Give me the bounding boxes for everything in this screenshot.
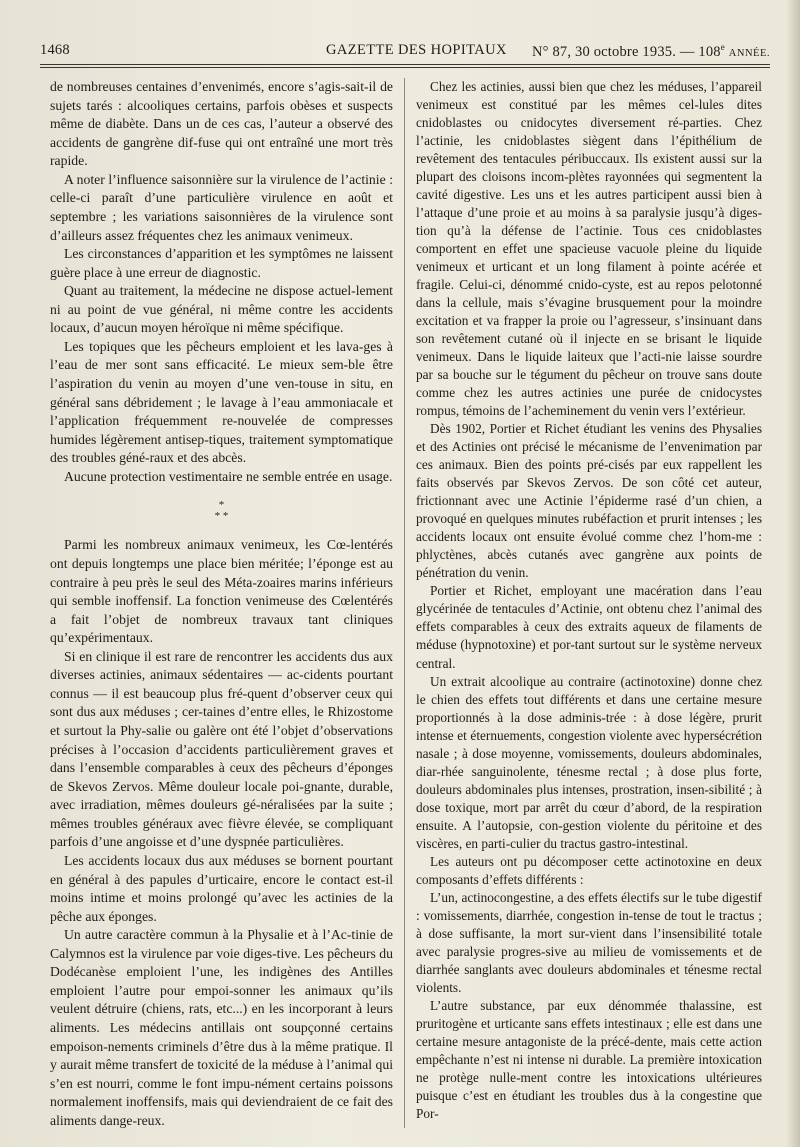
paragraph: Quant au traitement, la médecine ne dispose actuel-lement ni au point de vue général, ni même contre les accidents locaux, d’aucun moyen héroïque ni même spécifique. [50,283,393,336]
paragraph: Dès 1902, Portier et Richet étudiant les venins des Physalies et des Actinies ont précisé le mécanisme de l’envenimation par ces animaux. Bien des points pré-cisés par eux rappellent les faits observés par Skevos Zervos. De son côté cet auteur, frictionnant avec une Actinie l’épiderme rasé d’un chien, a provoqué en quelques minutes rubéfaction et prurit intenses ; les accidents locaux ont ensuite évolué comme chez l’hom-me : phlyctènes, abcès cutanés avec gangrène aux points de pénétration du venin. [416,421,762,581]
paragraph: Un extrait alcoolique au contraire (actinotoxine) donne chez le chien des effets tout différents et dans une certaine mesure proportionnés à la dose adminis-trée : à dose légère, prurit intense et éternuements, congestion violente avec hypersécrétion nasale ; à dose moyenne, vomissements, douleurs abdominales, diar-rhée sanguinolente, ténesme rectal ; à dose plus forte, douleurs abdominales plus intenses, prostration, insen-sibilité ; à dose toxique, mort par arrêt du cœur d’abord, de la respiration ensuite. A l’autopsie, con-gestion violente du péritoine et des viscères, en parti-culier du tractus gastro-intestinal. [416,673,762,851]
page-number: 1468 [40,42,70,58]
page-edge-shadow [786,0,800,1147]
issue-info [532,42,770,61]
paragraph: L’autre substance, par eux dénommée thalassine, est pruritogène et urticante sans effets intestinaux ; elle est dans une certaine mesure antagoniste de la précé-dente, mais cette action empêchante n’est ni intense ni durable. La première intoxication ne protège nulle-ment contre les intoxications ultérieures puisque c’est en étudiant les troubles dus à la congestine que Por- [416,997,762,1121]
paragraph: Les auteurs ont pu décomposer cette actinotoxine en deux composants d’effets différents : [416,853,762,887]
paragraph: Un autre caractère commun à la Physalie et à l’Ac-tinie de Calymnos est la virulence par voie diges-tive. Les pêcheurs du Dodécanèse emploient l’une, les indigènes des Antilles emploient l’autre pour empoi-sonner les animaux qu’ils veulent détruire (chiens, rats, etc...) en les incorporant à leurs aliments. Les médecins antillais ont soupçonné certains empoison-nements criminels d’être dus à la même pratique. Il y aurait même transfert de toxicité de la méduse à l’animal qui s’en est nourri, comme le font impu-nément certains poissons normalement inoffensifs, mais qui deviendraient de ce fait des aliments dange-reux. [50,927,393,1128]
paragraph: de nombreuses centaines d’envenimés, encore s’agis-sait-il de sujets tarés : alcooliques certains, parfois obèses et suspects même de diabète. Dans un de ces cas, l’auteur a observé des accidents de gangrène dif-fuse qui ont entraîné une mort très rapide. [50,79,393,169]
running-header [40,36,770,62]
paragraph: A noter l’influence saisonnière sur la virulence de l’actinie : celle-ci paraît d’une particulière virulence en août et septembre ; les variations saisonnières de la virulence sont d’ailleurs assez fréquentes chez les animaux venimeux. [50,171,393,243]
asterism-top: * [218,499,225,512]
journal-title: GAZETTE DES HOPITAUX [326,42,507,58]
header-rule-top [40,64,770,65]
paragraph: Les topiques que les pêcheurs emploient et les lava-ges à l’eau de mer sont sans efficacité. Le mieux sem-ble être l’aspiration du venin au moyen d’une ven-touse in situ, en général sans débridement ; le lavage à l’eau ammoniacale et l’application fréquemment re-nouvelée de compresses humides légèrement antisep-tiques, traitement symptomatique des troubles géné-raux et des abcès. [50,338,393,466]
paragraph: Les accidents locaux dus aux méduses se bornent pourtant en général à des papules d’urticaire, encore le contact est-il moins intime et moins prolongé qu’avec les actinies de la pêche aux éponges. [50,852,393,924]
paragraph: Parmi les nombreux animaux venimeux, les Cœ-lentérés ont depuis longtemps une place bien méritée; l’éponge est au contraire à peu près le seul des Méta-zoaires marins inférieurs qui semble inoffensif. La fonction venimeuse des Cœlentérés a fait l’objet de nombreux travaux tant cliniques qu’expérimentaux. [50,537,393,646]
paragraph: Aucune protection vestimentaire ne semble entrée en usage. [64,468,393,484]
header-rule-bottom [40,67,770,68]
issue-year-label: ANNÉE. [728,47,770,59]
section-asterism [50,500,393,522]
paragraph: Chez les actinies, aussi bien que chez les méduses, l’appareil venimeux est constitué par les mêmes cel-lules dites cnidoblastes ou cnidocytes diversement ré-parties. Chez l’actinie, les cnidoblastes siègent dans l’épithélium de revêtement des tentacules péribuccaux. Ils existent aussi sur la plupart des cloisons incom-plètes rayonnées qui segmentent la cavité digestive. Les uns et les autres participent aussi bien à l’attaque d’une proie et au moins à sa paralysie jusqu’à diges-tion qu’à la défense de l’actinie. Tous ces cnidoblastes comportent en effet une spacieuse vacuole pleine du liquide venimeux et urticant et un long filament à pointe acérée et fragile. Celui-ci, dénommé cnido-cyste, est au repos pelotonné dans la cellule, mais s’évagine brusquement pour la moindre excitation et va frapper la proie ou l’agresseur, s’insinuant dans son revêtement cutané où il injecte en se brisant le liquide venimeux. Dans le liquide laiteux que l’acti-nie laisse sourdre par sa bouche sur le tégument du pêcheur on trouve sans doute comme chez les autres actinies une purée de cnidocystes rompus, témoins de l’acheminement du venin vers l’extérieur. [416,79,762,419]
right-column [416,78,762,1123]
issue-date: N° 87, 30 octobre 1935. — 108 [531,43,721,60]
asterism-bottom: * * [214,510,229,523]
paragraph: L’un, actinocongestine, a des effets électifs sur le tube digestif : vomissements, diarrhée, congestion in-tense de tout le tractus ; à dose suffisante, la mort sur-vient dans l’insensibilité totale avec paralysie progres-sive au milieu de vomissements et de diarrhée sanglants avec douleurs abdominales et ténesme rectal violents. [416,889,762,995]
left-column [50,78,393,1130]
paragraph: Les circonstances d’apparition et les symptômes ne laissent guère place à une erreur de diagnostic. [50,246,393,280]
column-separator [404,78,405,1128]
issue-ordinal: e [720,42,725,52]
paragraph: Portier et Richet, employant une macération dans l’eau glycérinée de tentacules d’Actinie, ont obtenu chez l’animal des effets comparables à ceux des extraits aqueux de filaments de méduse (hypnotoxine) et por-tant surtout sur le système nerveux central. [416,583,762,671]
paragraph: Si en clinique il est rare de rencontrer les accidents dus aux diverses actinies, animaux sédentaires — ac-cidents pourtant connus — il est beaucoup plus fré-quent d’observer ceux qui sont dus aux méduses ; cer-taines d’entre elles, le Rhizostome et surtout la Phy-salie ou galère ont été l’objet d’observations précises à l’occasion d’accidents particulièrement graves et dans l’ensemble comparables à ceux des pêcheurs d’éponges de Skevos Zervos. Même douleur locale poi-gnante, durable, avec irradiation, mêmes douleurs gé-néralisées par la suite ; mêmes troubles généraux avec fièvre élevée, se compliquant parfois d’une angoisse et d’une dyspnée particulières. [50,648,393,850]
